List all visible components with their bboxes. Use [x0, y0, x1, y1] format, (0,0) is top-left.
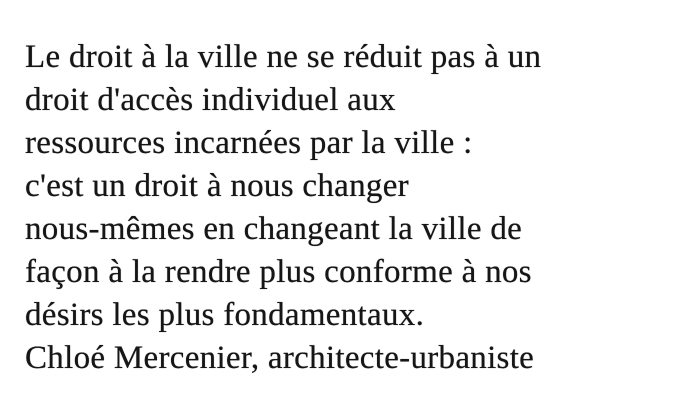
quote-block — [25, 36, 685, 380]
quote-line: c'est un droit à nous changer — [25, 168, 409, 204]
quote-line: droit d'accès individuel aux — [25, 82, 396, 118]
quote-line: ressources incarnées par la ville : — [25, 125, 473, 161]
quote-line: façon à la rendre plus conforme à nos — [25, 254, 532, 290]
quote-line: nous-mêmes en changeant la ville de — [25, 211, 523, 247]
quote-line: désirs les plus fondamentaux. — [25, 297, 425, 333]
quote-line: Le droit à la ville ne se réduit pas à un — [25, 39, 542, 75]
quote-attribution: Chloé Mercenier, architecte-urbaniste — [25, 340, 535, 376]
